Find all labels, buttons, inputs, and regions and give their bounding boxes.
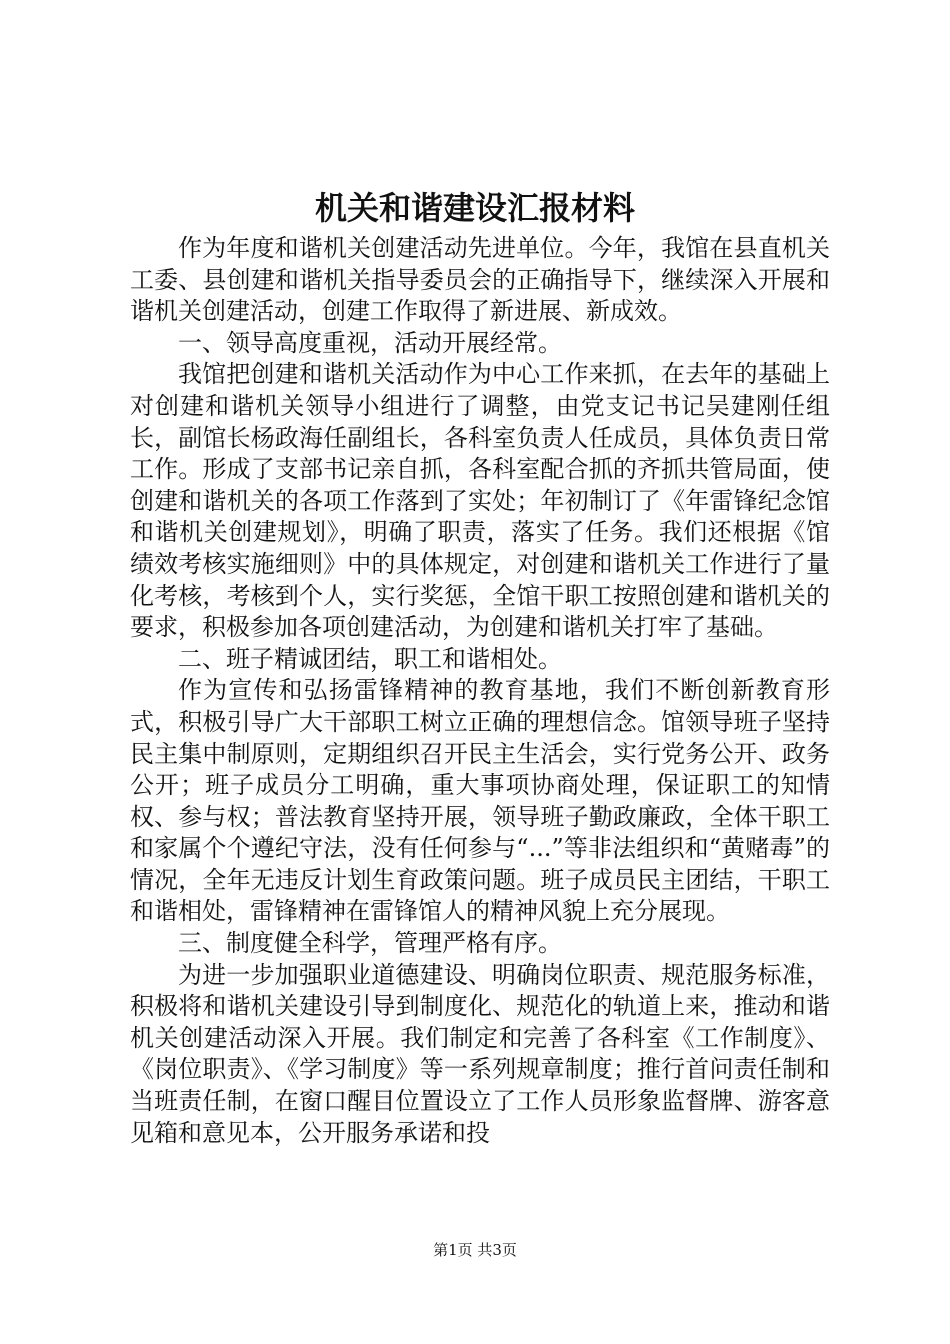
paragraph-section-1: 我馆把创建和谐机关活动作为中心工作来抓，在去年的基础上对创建和谐机关领导小组进行了调整，由党支记书记吴建刚任组长，副馆长杨政海任副组长，各科室负责人任成员，具体负责日常工作。形成了支部书记亲自抓，各科室配合抓的齐抓共管局面，使创建和谐机关的各项工作落到了实处；年初制订了《年雷锋纪念馆和谐机关创建规划》，明确了职责，落实了任务。我们还根据《馆绩效考核实施细则》中的具体规定，对创建和谐机关工作进行了量化考核，考核到个人，实行奖惩，全馆干职工按照创建和谐机关的要求，积极参加各项创建活动，为创建和谐机关打牢了基础。 (130, 360, 830, 642)
document-title: 机关和谐建设汇报材料 (314, 189, 635, 227)
section-heading-2: 二、班子精诚团结，职工和谐相处。 (178, 644, 562, 673)
document-body (130, 233, 830, 1149)
section-heading-3: 三、制度健全科学，管理严格有序。 (178, 929, 562, 958)
paragraph-intro: 作为年度和谐机关创建活动先进单位。今年，我馆在县直机关工委、县创建和谐机关指导委员会的正确指导下，继续深入开展和谐机关创建活动，创建工作取得了新进展、新成效。 (130, 234, 830, 326)
page-number-footer: 第1页 共3页 (433, 1241, 517, 1259)
section-heading-1: 一、领导高度重视，活动开展经常。 (178, 328, 562, 357)
paragraph-section-3: 为进一步加强职业道德建设、明确岗位职责、规范服务标准，积极将和谐机关建设引导到制度化、规范化的轨道上来，推动和谐机关创建活动深入开展。我们制定和完善了各科室《工作制度》、《岗位职责》、《学习制度》等一系列规章制度；推行首问责任制和当班责任制，在窗口醒目位置设立了工作人员形象监督牌、游客意见箱和意见本，公开服务承诺和投 (130, 960, 830, 1147)
paragraph-section-2: 作为宣传和弘扬雷锋精神的教育基地，我们不断创新教育形式，积极引导广大干部职工树立正确的理想信念。馆领导班子坚持民主集中制原则，定期组织召开民主生活会，实行党务公开、政务公开；班子成员分工明确，重大事项协商处理，保证职工的知情权、参与权；普法教育坚持开展，领导班子勤政廉政，全体干职工和家属个个遵纪守法，没有任何参与“...”等非法组织和“黄赌毒”的情况，全年无违反计划生育政策问题。班子成员民主团结，干职工和谐相处，雷锋精神在雷锋馆人的精神风貌上充分展现。 (130, 676, 830, 926)
